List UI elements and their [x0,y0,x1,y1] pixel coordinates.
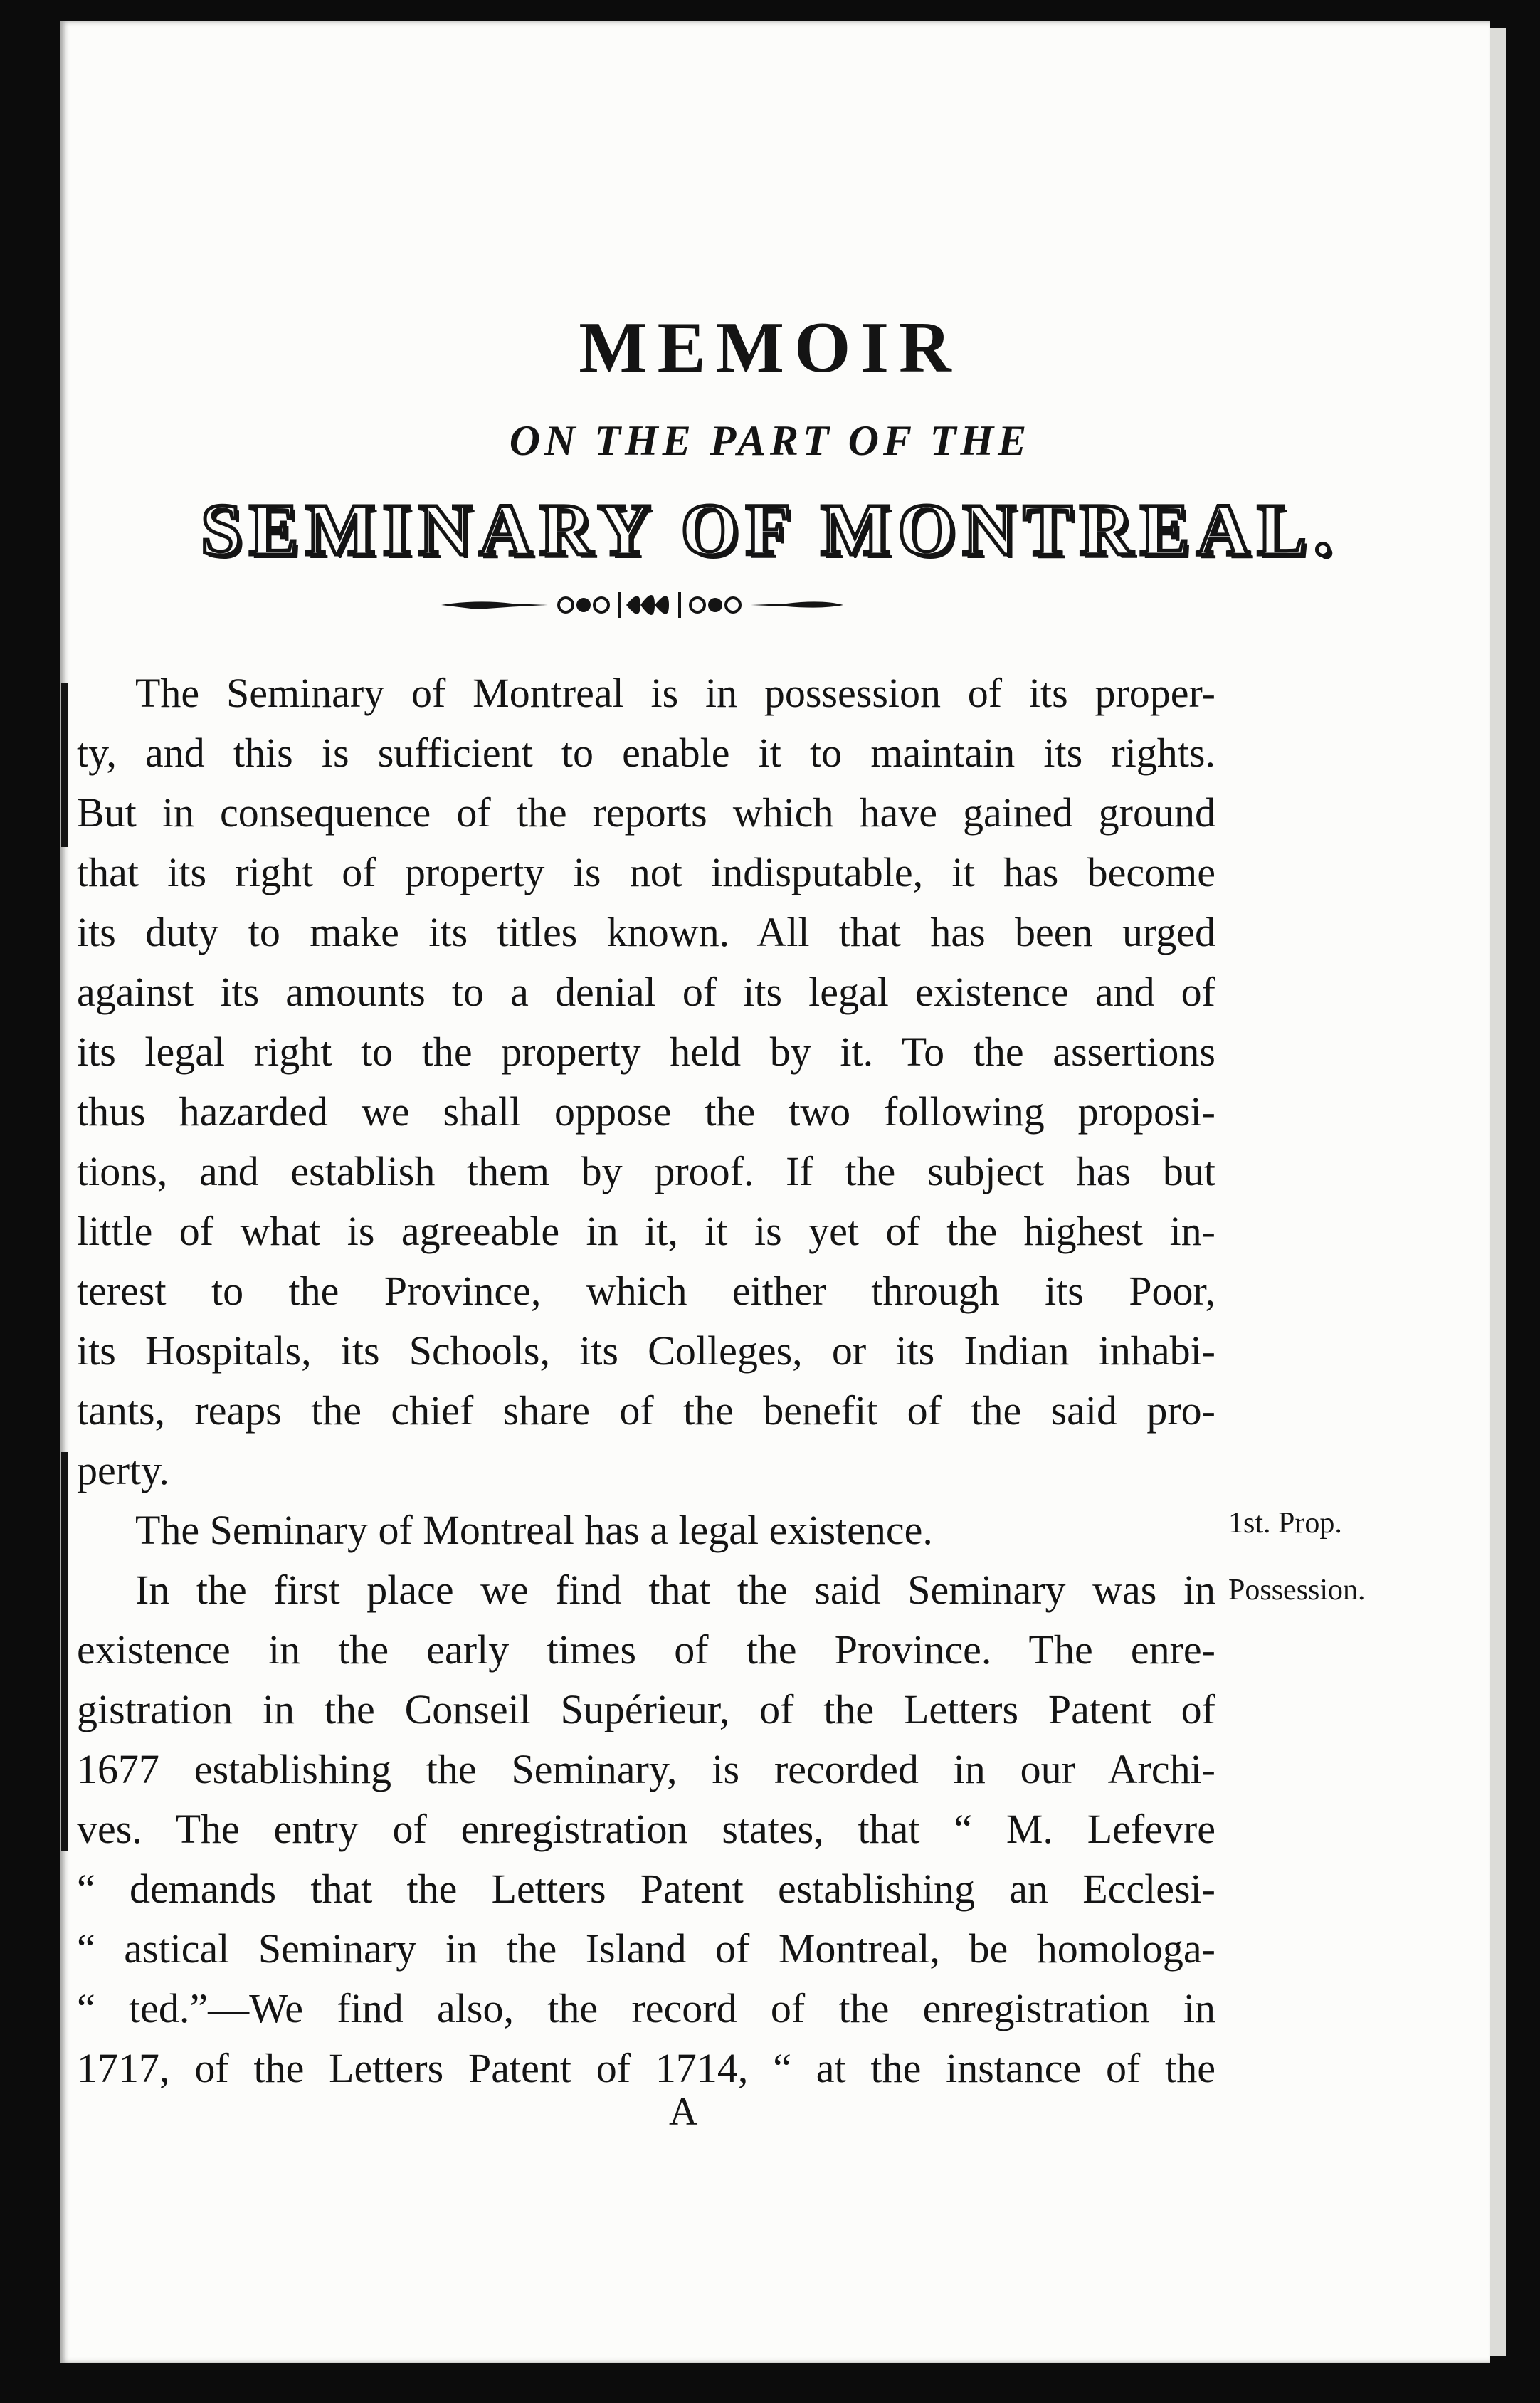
text-line: “ demands that the Letters Patent establishing an Ecclesi- [77,1866,1215,1912]
memoir-institution: SEMINARY OF MONTREAL. [201,489,1339,571]
text-line: “ astical Seminary in the Island of Montreal, be homologa- [77,1925,1215,1972]
text-line: But in consequence of the reports which have gained ground [77,789,1215,836]
memoir-title: MEMOIR [579,307,961,388]
text-line: ves. The entry of enregistration states, that “ M. Lefevre [77,1806,1215,1852]
text-line: 1677 establishing the Seminary, is recorded in our Archi- [77,1746,1215,1792]
text-line: that its right of property is not indisputable, it has become [77,849,1215,895]
signature-mark: A [669,2090,698,2134]
decorative-rule-ornament-icon [434,584,847,626]
text-line: against its amounts to a denial of its legal existence and of [77,969,1215,1015]
margin-note-possession: Possession. [1228,1574,1366,1607]
text-line: its legal right to the property held by it. To the assertions [77,1029,1215,1075]
proposition-statement: The Seminary of Montreal has a legal existence. [135,1507,933,1553]
text-line: tants, reaps the chief share of the benefit of the said pro- [77,1387,1215,1434]
text-line: ty, and this is sufficient to enable it to maintain its rights. [77,730,1215,776]
text-line: The Seminary of Montreal is in possession of its proper- [135,670,1215,716]
text-line: existence in the early times of the Province. The enre- [77,1626,1215,1673]
text-line: gistration in the Conseil Supérieur, of the Letters Patent of [77,1686,1215,1732]
text-line: thus hazarded we shall oppose the two following proposi- [77,1088,1215,1135]
memoir-subtitle: ON THE PART OF THE [509,417,1031,464]
text-line: perty. [77,1447,169,1493]
margin-note-first-proposition: 1st. Prop. [1228,1507,1342,1540]
text-line: tions, and establish them by proof. If the subject has but [77,1148,1215,1194]
text-line: 1717, of the Letters Patent of 1714, “ at the instance of the [77,2045,1215,2091]
text-line: terest to the Province, which either through its Poor, [77,1268,1215,1314]
text-line: its duty to make its titles known. All that has been urged [77,909,1215,955]
binding-shadow [61,1452,68,1851]
text-line: little of what is agreeable in it, it is yet of the highest in- [77,1208,1215,1254]
text-line: “ ted.”—We find also, the record of the enregistration in [77,1985,1215,2031]
text-line: its Hospitals, its Schools, its Colleges, or its Indian inhabi- [77,1327,1215,1374]
binding-shadow [61,683,68,847]
text-line: In the first place we find that the said Seminary was in [135,1567,1215,1613]
